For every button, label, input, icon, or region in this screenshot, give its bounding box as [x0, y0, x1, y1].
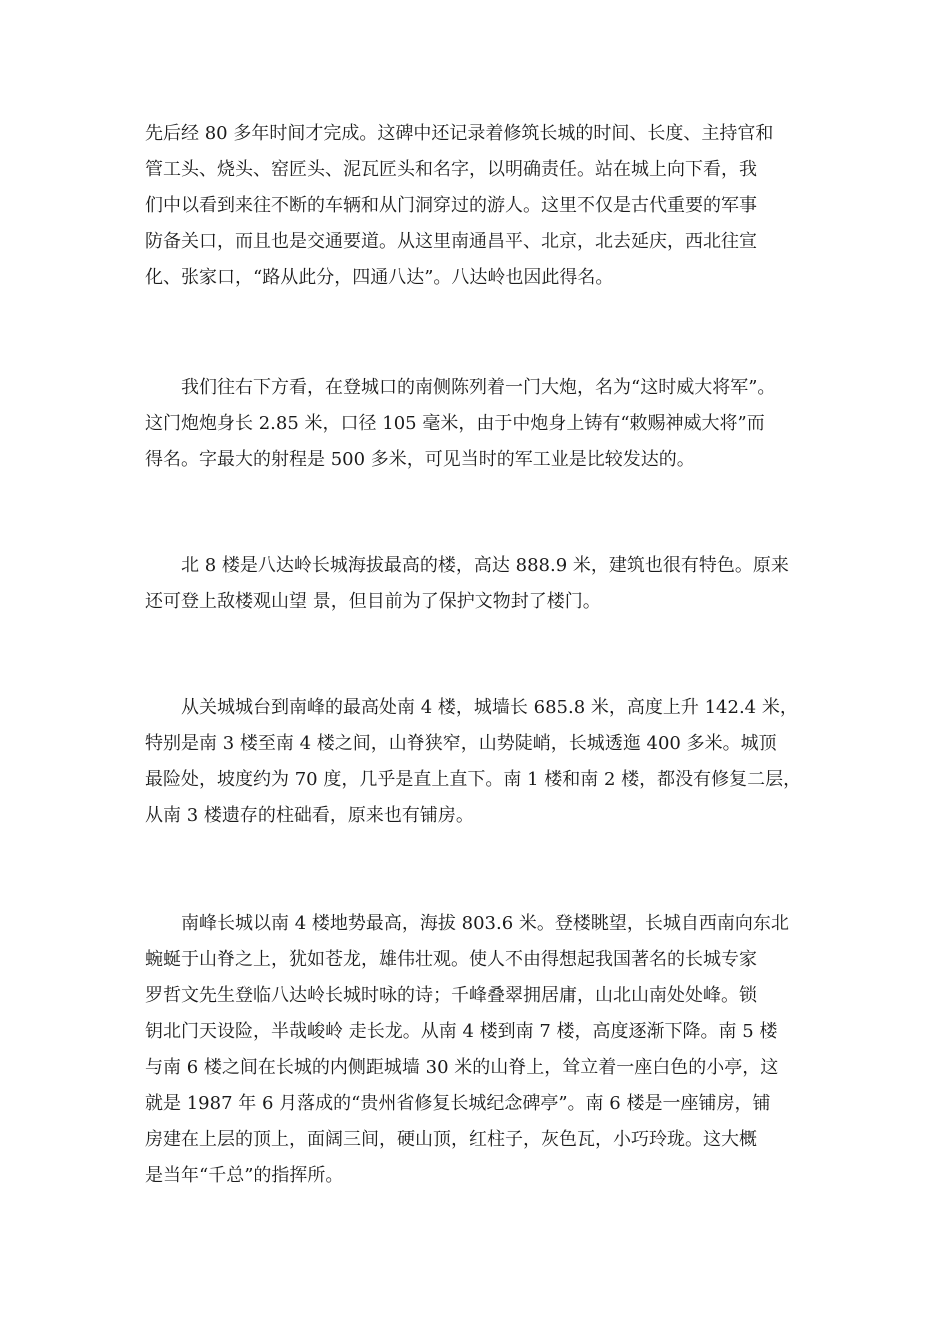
- paragraph-4: [145, 690, 815, 834]
- paragraph-3: [145, 548, 815, 620]
- paragraph-2: [145, 370, 815, 478]
- text-line: 就是 1987 年 6 月落成的“贵州省修复长城纪念碑亭”。南 6 楼是一座铺房，铺: [145, 1093, 771, 1114]
- text-line: 还可登上敌楼观山望 景，但目前为了保护文物封了楼门。: [145, 591, 601, 612]
- text-line: 防备关口，而且也是交通要道。从这里南通昌平、北京，北去延庆，西北往宣: [145, 231, 757, 252]
- text-line: 特别是南 3 楼至南 4 楼之间，山脊狭窄，山势陡峭，长城透迤 400 多米。城顶: [145, 733, 777, 754]
- text-line: 管工头、烧头、窑匠头、泥瓦匠头和名字，以明确责任。站在城上向下看，我: [145, 159, 757, 180]
- text-line: 我们往右下方看，在登城口的南侧陈列着一门大炮，名为“这时威大将军”。: [145, 377, 776, 398]
- text-line: 化、张家口，“路从此分，四通八达”。八达岭也因此得名。: [145, 267, 614, 288]
- text-line: 最险处，坡度约为 70 度，几乎是直上直下。南 1 楼和南 2 楼，都没有修复二层，: [145, 769, 802, 790]
- text-line: 这门炮炮身长 2.85 米，口径 105 毫米，由于中炮身上铸有“敕赐神威大将”而: [145, 413, 765, 434]
- text-line: 们中以看到来往不断的车辆和从门洞穿过的游人。这里不仅是古代重要的军事: [145, 195, 757, 216]
- text-line: 从南 3 楼遗存的柱础看，原来也有铺房。: [145, 805, 474, 826]
- text-line: 蜿蜒于山脊之上，犹如苍龙，雄伟壮观。使人不由得想起我国著名的长城专家: [145, 949, 757, 970]
- paragraph-5: [145, 906, 815, 1194]
- text-line: 钥北门天设险，半哉峻岭 走长龙。从南 4 楼到南 7 楼，高度逐渐下降。南 5 楼: [145, 1021, 778, 1042]
- text-line: 罗哲文先生登临八达岭长城时咏的诗；千峰叠翠拥居庸，山北山南处处峰。锁: [145, 985, 757, 1006]
- text-line: 房建在上层的顶上，面阔三间，硬山顶，红柱子，灰色瓦，小巧玲珑。这大概: [145, 1129, 757, 1150]
- paragraph-1: [145, 116, 815, 296]
- text-line: 是当年“千总”的指挥所。: [145, 1165, 344, 1186]
- text-line: 北 8 楼是八达岭长城海拔最高的楼，高达 888.9 米，建筑也很有特色。原来: [145, 555, 789, 576]
- text-line: 南峰长城以南 4 楼地势最高，海拔 803.6 米。登楼眺望，长城自西南向东北: [145, 913, 789, 934]
- text-line: 从关城城台到南峰的最高处南 4 楼，城墙长 685.8 米，高度上升 142.4 米，: [145, 697, 798, 718]
- text-line: 得名。字最大的射程是 500 多米，可见当时的军工业是比较发达的。: [145, 449, 695, 470]
- text-line: 与南 6 楼之间在长城的内侧距城墙 30 米的山脊上，耸立着一座白色的小亭，这: [145, 1057, 779, 1078]
- text-line: 先后经 80 多年时间才完成。这碑中还记录着修筑长城的时间、长度、主持官和: [145, 123, 774, 144]
